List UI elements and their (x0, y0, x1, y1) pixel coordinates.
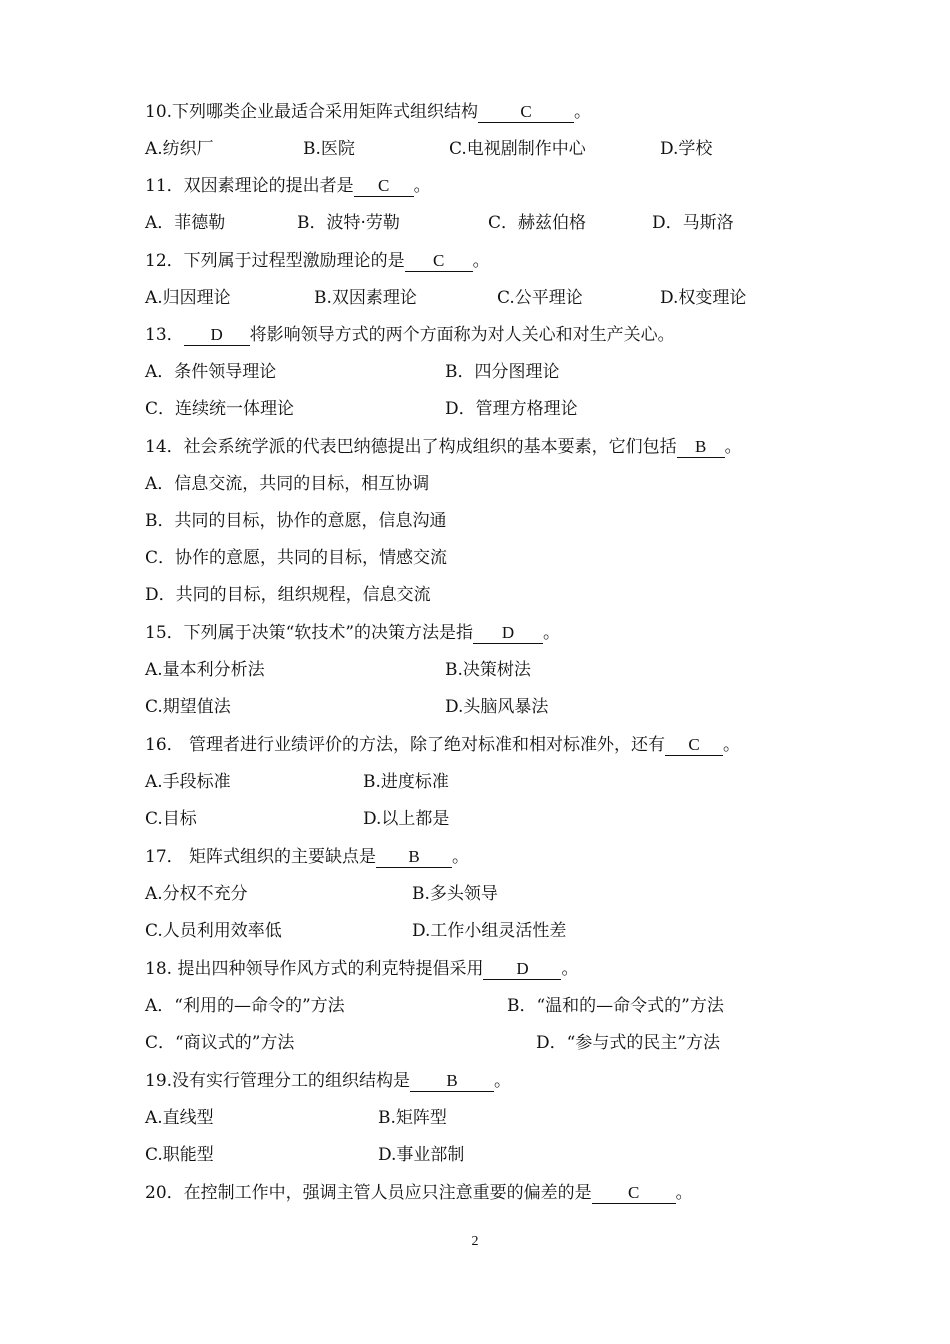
question-13: 13． D 将影响领导方式的两个方面称为对人关心和对生产关心。 (145, 325, 675, 345)
option: C.期望值法 (145, 697, 231, 717)
option: C．协作的意愿，共同的目标，情感交流 (145, 548, 448, 568)
question-10: 10.下列哪类企业最适合采用矩阵式组织结构 C 。 (145, 102, 592, 122)
option: A．菲德勒 (145, 213, 226, 233)
option: D．马斯洛 (652, 213, 734, 233)
option: B．共同的目标，协作的意愿，信息沟通 (145, 511, 447, 531)
option: C．“商议式的”方法 (145, 1033, 295, 1053)
option: C.职能型 (145, 1145, 214, 1165)
option: B.多头领导 (412, 884, 498, 904)
option: D．“参与式的民主”方法 (536, 1033, 721, 1053)
option: A．信息交流，共同的目标，相互协调 (145, 474, 430, 494)
option: D.权变理论 (660, 288, 747, 308)
option: A.量本利分析法 (145, 660, 265, 680)
option: B．四分图理论 (445, 362, 560, 382)
answer-blank: D (483, 959, 561, 980)
option: A.纺织厂 (145, 139, 214, 159)
option: C.目标 (145, 809, 197, 829)
page-number: 2 (471, 1234, 479, 1249)
option: B.医院 (303, 139, 355, 159)
answer-blank: C (405, 251, 473, 272)
option: D．管理方格理论 (445, 399, 578, 419)
option: A.归因理论 (145, 288, 231, 308)
option: D.事业部制 (378, 1145, 465, 1165)
answer-blank: C (592, 1183, 676, 1204)
question-19: 19.没有实行管理分工的组织结构是 B 。 (145, 1071, 512, 1091)
answer-blank: D (473, 623, 543, 644)
option: C.人员利用效率低 (145, 921, 282, 941)
option: D.以上都是 (363, 809, 450, 829)
option: D.头脑风暴法 (445, 697, 549, 717)
answer-blank: C (665, 735, 723, 756)
option: B.矩阵型 (378, 1108, 447, 1128)
question-18: 18. 提出四种领导作风方式的利克特提倡采用 D 。 (145, 959, 579, 979)
question-17: 17． 矩阵式组织的主要缺点是 B 。 (145, 847, 470, 867)
option: D.学校 (660, 139, 713, 159)
option: A.分权不充分 (145, 884, 248, 904)
answer-blank: C (478, 102, 574, 123)
question-16: 16． 管理者进行业绩评价的方法，除了绝对标准和相对标准外，还有 C 。 (145, 735, 741, 755)
question-20: 20．在控制工作中，强调主管人员应只注意重要的偏差的是 C 。 (145, 1183, 693, 1203)
option: D.工作小组灵活性差 (412, 921, 567, 941)
option: B．波特·劳勒 (297, 213, 400, 233)
option: A．条件领导理论 (145, 362, 277, 382)
answer-blank: B (677, 437, 725, 458)
question-12: 12．下列属于过程型激励理论的是 C 。 (145, 251, 490, 271)
option: B．“温和的—命令式的”方法 (507, 996, 724, 1016)
answer-blank: D (184, 325, 250, 346)
option: C．赫兹伯格 (488, 213, 587, 233)
option: B.双因素理论 (314, 288, 417, 308)
question-11: 11．双因素理论的提出者是 C 。 (145, 176, 431, 196)
answer-blank: B (410, 1071, 494, 1092)
answer-blank: B (376, 847, 452, 868)
question-15: 15．下列属于决策“软技术”的决策方法是指 D 。 (145, 623, 561, 643)
option: A.直线型 (145, 1108, 214, 1128)
option: C.公平理论 (497, 288, 583, 308)
option: A．“利用的—命令的”方法 (145, 996, 345, 1016)
option: B.决策树法 (445, 660, 531, 680)
option: C．连续统一体理论 (145, 399, 295, 419)
question-14: 14．社会系统学派的代表巴纳德提出了构成组织的基本要素，它们包括 B 。 (145, 437, 742, 457)
option: B.进度标准 (363, 772, 449, 792)
option: D．共同的目标，组织规程，信息交流 (145, 585, 431, 605)
option: C.电视剧制作中心 (449, 139, 586, 159)
option: A.手段标准 (145, 772, 231, 792)
answer-blank: C (354, 176, 414, 197)
